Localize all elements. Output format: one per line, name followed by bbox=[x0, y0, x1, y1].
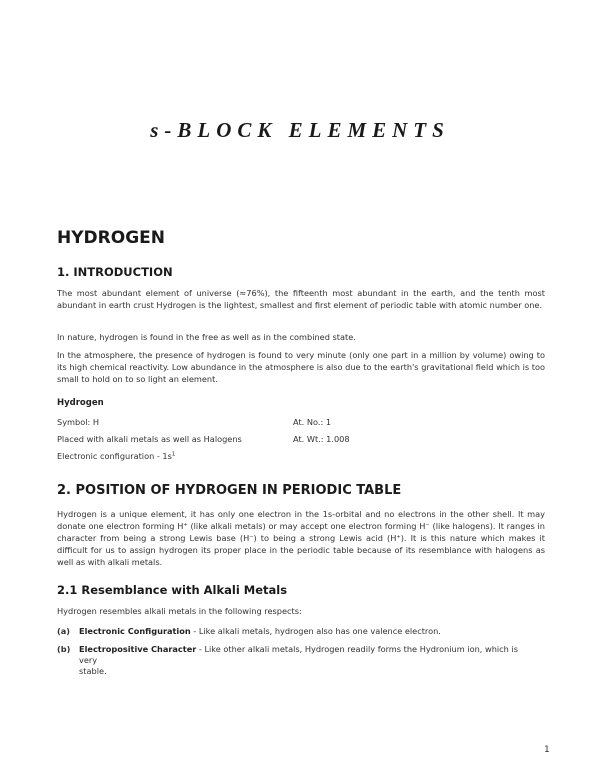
hydrogen-box-heading: Hydrogen bbox=[57, 398, 104, 408]
resemblance-intro: Hydrogen resembles alkali metals in the following respects: bbox=[57, 606, 302, 616]
intro-paragraph-2: In nature, hydrogen is found in the free as well as in the combined state. bbox=[57, 332, 356, 342]
intro-paragraph-1: The most abundant element of universe (≈76%), the fifteenth most abundant in the earth, and the tenth most abundant in earth crust Hydrogen is the lightest, smallest and first element of periodic table with atomic number one. bbox=[57, 288, 545, 310]
position-paragraph: Hydrogen is a unique element, it has only one electron in the 1s-orbital and no electrons in the other shell. It may donate one electron forming H⁺ (like alkali metals) or may accept one electron forming H⁻ (like halogens). It ranges in character from being a strong Lewis base (H⁻) to being a strong Lewis acid (H⁺). It is this nature which makes it difficult for us to assign hydrogen its proper place in the periodic table because of its resemblance with halogens as well as with alkali metals. bbox=[57, 509, 545, 567]
hydrogen-atomic-weight: At. Wt.: 1.008 bbox=[293, 434, 350, 444]
section-heading-hydrogen: HYDROGEN bbox=[57, 228, 165, 248]
intro-paragraph-3: In the atmosphere, the presence of hydrogen is found to very minute (only one part in a million by volume) owing to its high chemical reactivity. Low abundance in the atmosphere is also due to the earth's gravitational field which is too small to hold on to so light an element. bbox=[57, 350, 545, 384]
page-number: 1 bbox=[544, 745, 550, 755]
hydrogen-atomic-number: At. No.: 1 bbox=[293, 417, 332, 427]
heading-resemblance-alkali-metals: 2.1 Resemblance with Alkali Metals bbox=[57, 583, 288, 597]
page-title: s-BLOCK ELEMENTS bbox=[150, 118, 450, 142]
hydrogen-placement: Placed with alkali metals as well as Halogens bbox=[57, 434, 242, 444]
hydrogen-electronic-configuration: Electronic configuration - $1s^1$ bbox=[57, 451, 176, 461]
list-item: (b) Electropositive Character - Like other alkali metals, Hydrogen readily forms the Hydronium ion, which is very stable. bbox=[57, 644, 518, 676]
list-marker: (a) bbox=[57, 626, 71, 636]
hydrogen-symbol: Symbol: H bbox=[57, 417, 100, 427]
list-item: (a) Electronic Configuration - Like alkali metals, hydrogen also has one valence electron. bbox=[57, 626, 441, 636]
list-marker: (b) bbox=[57, 644, 71, 654]
heading-introduction: 1. INTRODUCTION bbox=[57, 265, 173, 279]
heading-position-in-periodic-table: 2. POSITION OF HYDROGEN IN PERIODIC TABLE bbox=[57, 483, 402, 498]
